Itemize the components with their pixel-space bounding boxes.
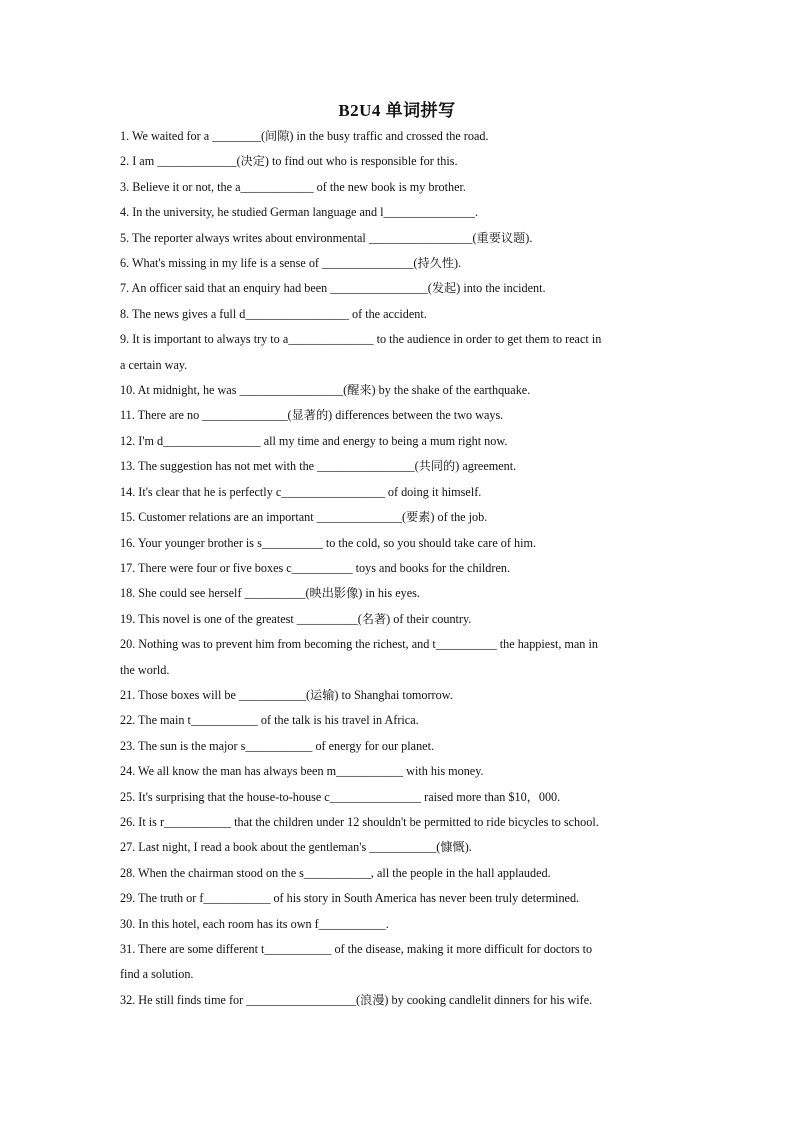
question-item bbox=[120, 276, 676, 301]
question-text: 12. I'm d________________ all my time and energy to being a mum right now. bbox=[120, 433, 508, 448]
question-text: a certain way. bbox=[120, 357, 188, 372]
question-item bbox=[120, 861, 676, 886]
question-text: the world. bbox=[120, 662, 170, 677]
worksheet-title: B2U4 单词拼写 bbox=[338, 101, 456, 120]
question-text: 28. When the chairman stood on the s___________, all the people in the hall applauded. bbox=[120, 865, 551, 880]
question-text: 23. The sun is the major s___________ of energy for our planet. bbox=[120, 738, 435, 753]
question-item bbox=[120, 810, 676, 835]
question-text: 15. Customer relations are an important ______________(要素) of the job. bbox=[120, 510, 488, 525]
question-item bbox=[120, 124, 676, 149]
question-item bbox=[120, 429, 676, 454]
question-text: 27. Last night, I read a book about the gentleman's ___________(慷慨). bbox=[120, 840, 472, 855]
question-text: 4. In the university, he studied German language and l_______________. bbox=[120, 205, 478, 220]
question-text: 17. There were four or five boxes c__________ toys and books for the children. bbox=[120, 560, 511, 575]
question-text: 30. In this hotel, each room has its own f___________. bbox=[120, 916, 389, 931]
question-text: 16. Your younger brother is s__________ to the cold, so you should take care of him. bbox=[120, 535, 537, 550]
question-text: 11. There are no ______________(显著的) differences between the two ways. bbox=[120, 408, 504, 423]
question-item bbox=[120, 251, 676, 276]
question-text: 18. She could see herself __________(映出影像) in his eyes. bbox=[120, 586, 420, 601]
question-item bbox=[120, 607, 676, 632]
question-text: 6. What's missing in my life is a sense of _______________(持久性). bbox=[120, 256, 462, 271]
question-item bbox=[120, 200, 676, 225]
question-item bbox=[120, 302, 676, 327]
question-text: 20. Nothing was to prevent him from becoming the richest, and t__________ the happiest, man in bbox=[120, 637, 598, 652]
question-text: 19. This novel is one of the greatest __________(名著) of their country. bbox=[120, 611, 472, 626]
question-item bbox=[120, 531, 676, 556]
question-text: 2. I am _____________(决定) to find out who is responsible for this. bbox=[120, 154, 458, 169]
question-item bbox=[120, 683, 676, 708]
question-item bbox=[120, 149, 676, 174]
question-text: 7. An officer said that an enquiry had been ________________(发起) into the incident. bbox=[120, 281, 546, 296]
question-item bbox=[120, 835, 676, 860]
question-item bbox=[120, 912, 676, 937]
question-item bbox=[120, 734, 676, 759]
question-item bbox=[120, 632, 676, 683]
question-text: 10. At midnight, he was _________________(醒来) by the shake of the earthquake. bbox=[120, 383, 531, 398]
question-text: 8. The news gives a full d_________________ of the accident. bbox=[120, 306, 427, 321]
question-text: 26. It is r___________ that the children under 12 shouldn't be permitted to ride bicycles to school. bbox=[120, 814, 599, 829]
question-item bbox=[120, 581, 676, 606]
question-item bbox=[120, 759, 676, 784]
question-item bbox=[120, 785, 676, 810]
question-item bbox=[120, 327, 676, 378]
question-item bbox=[120, 988, 676, 1013]
question-text: 3. Believe it or not, the a____________ of the new book is my brother. bbox=[120, 179, 466, 194]
question-text: 31. There are some different t___________ of the disease, making it more difficult for doctors to bbox=[120, 942, 593, 956]
question-text: 5. The reporter always writes about environmental _________________(重要议题). bbox=[120, 230, 533, 245]
question-item bbox=[120, 886, 676, 911]
question-item bbox=[120, 556, 676, 581]
question-text: 9. It is important to always try to a______________ to the audience in order to get them to react in bbox=[120, 332, 602, 347]
question-item bbox=[120, 226, 676, 251]
question-text: 13. The suggestion has not met with the ________________(共同的) agreement. bbox=[120, 459, 517, 474]
question-text: 25. It's surprising that the house-to-house c_______________ raised more than $10，000. bbox=[120, 789, 561, 804]
question-text: 24. We all know the man has always been m___________ with his money. bbox=[120, 764, 484, 779]
question-item bbox=[120, 403, 676, 428]
question-item bbox=[120, 480, 676, 505]
question-text: 21. Those boxes will be ___________(运输) to Shanghai tomorrow. bbox=[120, 687, 453, 702]
question-item bbox=[120, 175, 676, 200]
question-item bbox=[120, 454, 676, 479]
question-text: 14. It's clear that he is perfectly c_________________ of doing it himself. bbox=[120, 484, 482, 499]
question-item bbox=[120, 708, 676, 733]
question-item bbox=[120, 505, 676, 530]
question-text: 1. We waited for a ________(间隙) in the busy traffic and crossed the road. bbox=[120, 129, 489, 143]
question-item bbox=[120, 937, 676, 988]
question-text: 29. The truth or f___________ of his story in South America has never been truly determined. bbox=[120, 891, 580, 906]
question-list bbox=[120, 124, 676, 1013]
question-text: 32. He still finds time for __________________(浪漫) by cooking candlelit dinners for his wife. bbox=[120, 992, 593, 1007]
question-text: 22. The main t___________ of the talk is his travel in Africa. bbox=[120, 713, 419, 728]
question-text: find a solution. bbox=[120, 967, 194, 982]
question-item bbox=[120, 378, 676, 403]
